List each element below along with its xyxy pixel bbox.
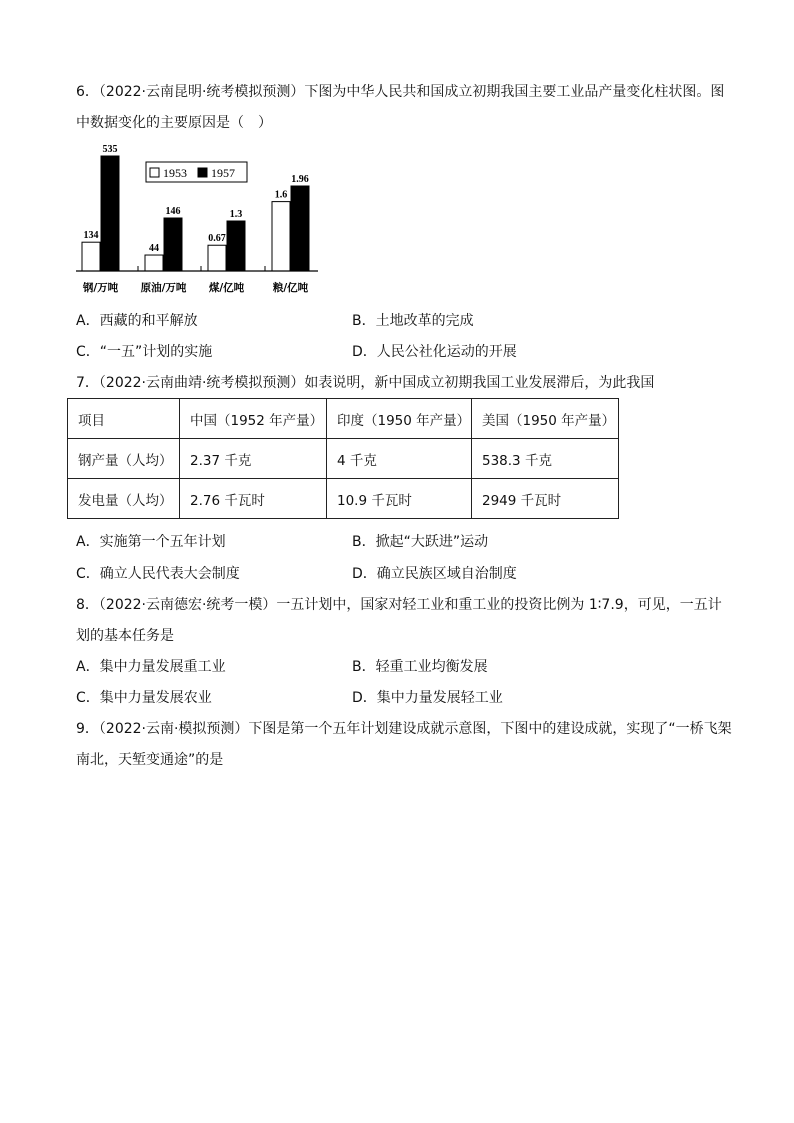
chart-legend [146, 162, 247, 182]
chart-category-labels [82, 281, 309, 294]
table-cell: 10.9 千瓦时 [327, 479, 472, 519]
table-cell: 2.76 千瓦时 [180, 479, 327, 519]
bar-value-label: 1.96 [291, 174, 309, 185]
q7-option-b[interactable]: B．掀起“大跃进”运动 [352, 534, 489, 550]
legend-label-1953: 1953 [163, 166, 187, 180]
q6-option-d[interactable]: D．人民公社化运动的开展 [352, 344, 517, 360]
table-cell: 4 千克 [327, 439, 472, 479]
table-row [68, 479, 619, 519]
table-header-cell: 中国（1952 年产量） [180, 399, 327, 439]
table-cell: 钢产量（人均） [68, 439, 180, 479]
category-label: 原油/万吨 [140, 282, 187, 294]
bar-1957-3 [291, 186, 309, 271]
q6-option-a[interactable]: A．西藏的和平解放 [76, 313, 198, 329]
table-cell: 2.37 千克 [180, 439, 327, 479]
q9-stem-line1: 9．（2022·云南·模拟预测）下图是第一个五年计划建设成就示意图，下图中的建设成就，实现了“一桥飞架 [76, 721, 732, 737]
q8-option-c[interactable]: C．集中力量发展农业 [76, 690, 212, 706]
q8-stem-line2: 划的基本任务是 [76, 628, 174, 644]
category-label: 粮/亿吨 [272, 282, 309, 294]
table-cell: 发电量（人均） [68, 479, 180, 519]
bar-1953-2 [208, 245, 226, 271]
bar-value-label: 1.6 [274, 189, 288, 201]
bar-value-label: 146 [165, 206, 181, 217]
q9-stem-line2: 南北，天堑变通途”的是 [76, 752, 224, 768]
q6-stem-line2: 中数据变化的主要原因是（ ） [76, 115, 272, 131]
q7-option-a[interactable]: A．实施第一个五年计划 [76, 534, 226, 550]
bar-1953-1 [145, 255, 163, 271]
q8-option-a[interactable]: A．集中力量发展重工业 [76, 659, 226, 675]
table-header-cell: 美国（1950 年产量） [472, 399, 619, 439]
q7-data-table [67, 398, 619, 519]
bar-value-label: 44 [149, 243, 159, 255]
q7-option-d[interactable]: D．确立民族区域自治制度 [352, 566, 517, 582]
table-row [68, 439, 619, 479]
q8-option-d[interactable]: D．集中力量发展轻工业 [352, 690, 503, 706]
legend-swatch-1953 [150, 168, 159, 177]
bar-value-label: 1.3 [229, 209, 243, 220]
table-cell: 538.3 千克 [472, 439, 619, 479]
bar-chart [70, 140, 330, 300]
table-cell: 2949 千瓦时 [472, 479, 619, 519]
table-header-cell: 项目 [68, 399, 180, 439]
table-header-cell: 印度（1950 年产量） [327, 399, 472, 439]
q7-option-c[interactable]: C．确立人民代表大会制度 [76, 566, 240, 582]
bar-1957-0 [101, 156, 119, 271]
category-label: 钢/万吨 [82, 282, 119, 294]
bar-value-label: 0.67 [208, 233, 226, 245]
q6-stem-line1: 6．（2022·云南昆明·统考模拟预测）下图为中华人民共和国成立初期我国主要工业品产量变化柱状图。图 [76, 84, 725, 100]
q8-stem-line1: 8．（2022·云南德宏·统考一模）一五计划中，国家对轻工业和重工业的投资比例为 1∶7.9，可见，一五计 [76, 597, 722, 613]
legend-label-1957: 1957 [211, 166, 235, 180]
table-header-row [68, 399, 619, 439]
q7-stem: 7．（2022·云南曲靖·统考模拟预测）如表说明，新中国成立初期我国工业发展滞后，为此我国 [76, 375, 655, 391]
q6-option-c[interactable]: C．“一五”计划的实施 [76, 344, 213, 360]
q8-option-b[interactable]: B．轻重工业均衡发展 [352, 659, 488, 675]
bar-1953-3 [272, 202, 290, 271]
bar-1957-2 [227, 221, 245, 271]
bar-1957-1 [164, 218, 182, 271]
bar-1953-0 [82, 242, 100, 271]
legend-swatch-1957 [198, 168, 207, 177]
category-label: 煤/亿吨 [208, 282, 245, 294]
q6-option-b[interactable]: B．土地改革的完成 [352, 313, 474, 329]
bar-value-label: 535 [102, 144, 118, 155]
bar-value-label: 134 [83, 230, 99, 242]
